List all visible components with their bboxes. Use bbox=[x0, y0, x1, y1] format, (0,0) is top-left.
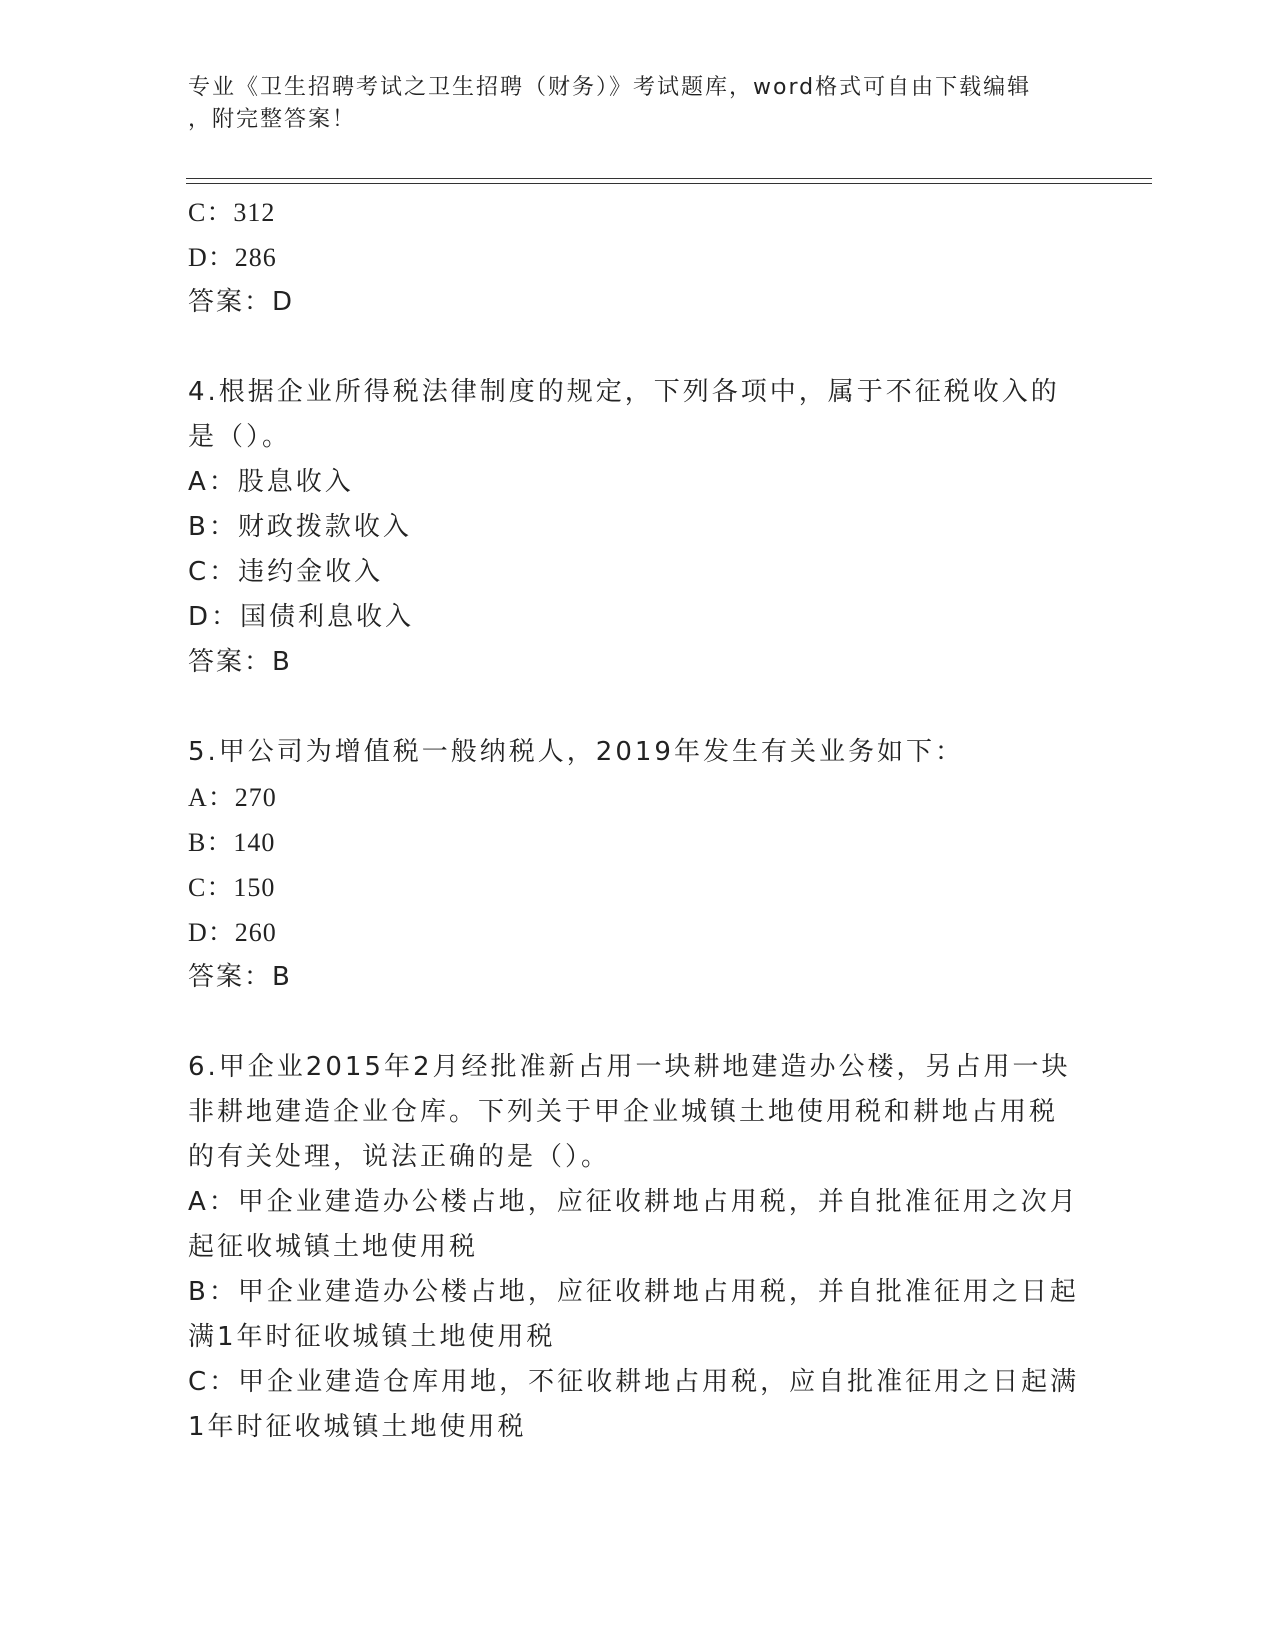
option-d: D：286 bbox=[188, 243, 277, 272]
option-c: C：违约金收入 bbox=[188, 557, 384, 587]
question-4 bbox=[188, 370, 1088, 685]
answer-line: 答案：B bbox=[188, 647, 292, 677]
header-line-1: 专业《卫生招聘考试之卫生招聘（财务）》考试题库，word格式可自由下载编辑 bbox=[188, 75, 1032, 100]
option-b: B：财政拨款收入 bbox=[188, 512, 412, 542]
answer-line: 答案：D bbox=[188, 287, 295, 317]
option-a-line: A：甲企业建造办公楼占地，应征收耕地占用税，并自批准征用之次月 bbox=[188, 1187, 1079, 1217]
document-header bbox=[188, 72, 1068, 136]
option-d: D：260 bbox=[188, 918, 277, 947]
option-b: B：140 bbox=[188, 828, 276, 857]
option-b-line: B：甲企业建造办公楼占地，应征收耕地占用税，并自批准征用之日起 bbox=[188, 1277, 1079, 1307]
question-stem-line: 5.甲公司为增值税一般纳税人，2019年发生有关业务如下： bbox=[188, 737, 964, 767]
question-stem-line: 的有关处理，说法正确的是（）。 bbox=[188, 1142, 611, 1172]
header-divider-bottom bbox=[186, 183, 1152, 184]
option-a-line: 起征收城镇土地使用税 bbox=[188, 1232, 479, 1262]
option-c-line: C：甲企业建造仓库用地，不征收耕地占用税，应自批准征用之日起满 bbox=[188, 1367, 1080, 1397]
header-divider-top bbox=[186, 178, 1152, 179]
option-d: D：国债利息收入 bbox=[188, 602, 415, 632]
question-list bbox=[188, 190, 1088, 1450]
question-stem-line: 非耕地建造企业仓库。下列关于甲企业城镇土地使用税和耕地占用税 bbox=[188, 1097, 1059, 1127]
question-3 bbox=[188, 190, 1088, 325]
option-a: A：股息收入 bbox=[188, 467, 354, 497]
question-6 bbox=[188, 1045, 1088, 1450]
question-stem-line: 6.甲企业2015年2月经批准新占用一块耕地建造办公楼，另占用一块 bbox=[188, 1052, 1071, 1082]
spacer bbox=[188, 685, 1088, 730]
option-c: C：312 bbox=[188, 198, 276, 227]
question-5 bbox=[188, 730, 1088, 1000]
spacer bbox=[188, 325, 1088, 370]
spacer bbox=[188, 1000, 1088, 1045]
option-c-line: 1年时征收城镇土地使用税 bbox=[188, 1412, 527, 1442]
option-c: C：150 bbox=[188, 873, 276, 902]
header-line-2: ，附完整答案！ bbox=[188, 107, 357, 132]
option-a: A：270 bbox=[188, 783, 277, 812]
question-stem-line: 是（）。 bbox=[188, 422, 292, 452]
question-stem-line: 4.根据企业所得税法律制度的规定，下列各项中，属于不征税收入的 bbox=[188, 377, 1060, 407]
answer-line: 答案：B bbox=[188, 962, 292, 992]
option-b-line: 满1年时征收城镇土地使用税 bbox=[188, 1322, 556, 1352]
